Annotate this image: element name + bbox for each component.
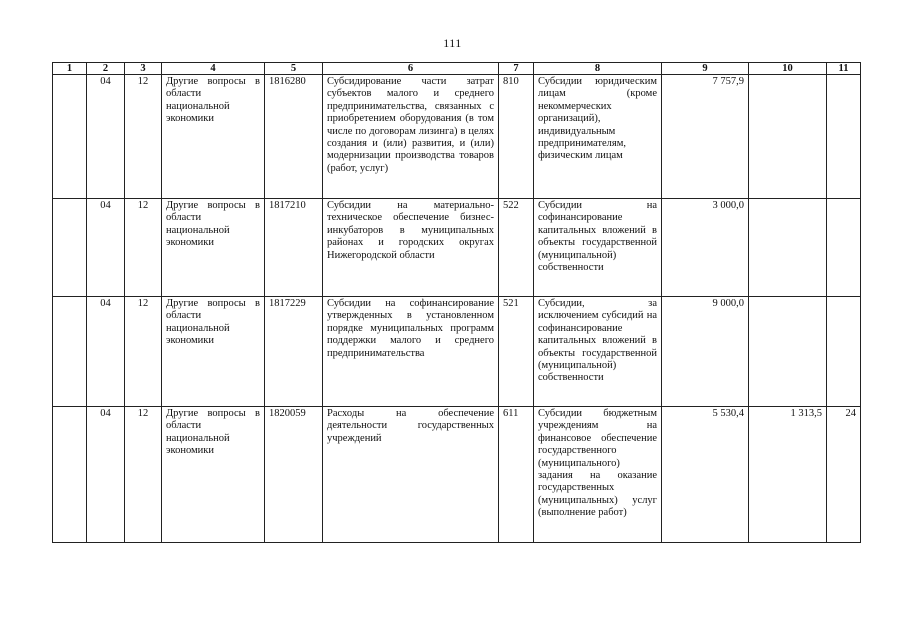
cell-subsection: 12 xyxy=(125,199,162,297)
header-col-11: 11 xyxy=(827,63,861,75)
table-row xyxy=(53,297,861,407)
cell-amount-9: 3 000,0 xyxy=(662,199,749,297)
header-col-4: 4 xyxy=(162,63,265,75)
cell-amount-9: 9 000,0 xyxy=(662,297,749,407)
cell-amount-11 xyxy=(827,75,861,199)
cell-amount-9: 5 530,4 xyxy=(662,407,749,543)
table-row xyxy=(53,199,861,297)
header-col-10: 10 xyxy=(749,63,827,75)
cell-amount-11: 24 xyxy=(827,407,861,543)
cell-expense-code: 521 xyxy=(499,297,534,407)
cell-col-1 xyxy=(53,297,87,407)
cell-section-name: Другие вопросы в области национальной экономики xyxy=(162,199,265,297)
cell-target-name: Субсидии на материально-техническое обеспечение бизнес-инкубаторов в муниципальных районах и городских округах Нижегородской области xyxy=(323,199,499,297)
cell-subsection: 12 xyxy=(125,297,162,407)
page-number: 111 xyxy=(443,36,462,50)
cell-amount-10 xyxy=(749,297,827,407)
cell-amount-9: 7 757,9 xyxy=(662,75,749,199)
cell-section: 04 xyxy=(87,407,125,543)
cell-target-code: 1820059 xyxy=(265,407,323,543)
cell-target-name: Расходы на обеспечение деятельности государственных учреждений xyxy=(323,407,499,543)
header-col-8: 8 xyxy=(534,63,662,75)
header-row xyxy=(53,63,861,75)
header-col-3: 3 xyxy=(125,63,162,75)
cell-target-code: 1816280 xyxy=(265,75,323,199)
cell-subsection: 12 xyxy=(125,407,162,543)
cell-expense-code: 810 xyxy=(499,75,534,199)
cell-amount-10: 1 313,5 xyxy=(749,407,827,543)
cell-expense-name: Субсидии, за исключением субсидий на софинансирование капитальных вложений в объекты государственной (муниципальной) собственности xyxy=(534,297,662,407)
cell-target-code: 1817229 xyxy=(265,297,323,407)
cell-col-1 xyxy=(53,407,87,543)
cell-target-code: 1817210 xyxy=(265,199,323,297)
cell-amount-10 xyxy=(749,199,827,297)
cell-target-name: Субсидии на софинансирование утвержденных в установленном порядке муниципальных программ поддержки малого и среднего предпринимательства xyxy=(323,297,499,407)
cell-section-name: Другие вопросы в области национальной экономики xyxy=(162,297,265,407)
cell-expense-name: Субсидии на софинансирование капитальных вложений в объекты государственной (муниципальной) собственности xyxy=(534,199,662,297)
cell-section: 04 xyxy=(87,297,125,407)
cell-expense-name: Субсидии юридическим лицам (кроме некоммерческих организаций), индивидуальным предпринимателям, физическим лицам xyxy=(534,75,662,199)
cell-section-name: Другие вопросы в области национальной экономики xyxy=(162,407,265,543)
header-col-7: 7 xyxy=(499,63,534,75)
cell-amount-11 xyxy=(827,199,861,297)
table-row xyxy=(53,75,861,199)
budget-table xyxy=(52,62,861,543)
cell-col-1 xyxy=(53,75,87,199)
cell-section: 04 xyxy=(87,75,125,199)
cell-target-name: Субсидирование части затрат субъектов малого и среднего предпринимательства, связанных с приобретением оборудования (в том числе по договорам лизинга) в целях создания и (или) развития, и (или) модернизации производства товаров (работ, услуг) xyxy=(323,75,499,199)
table-row xyxy=(53,407,861,543)
cell-expense-code: 522 xyxy=(499,199,534,297)
cell-amount-11 xyxy=(827,297,861,407)
header-col-6: 6 xyxy=(323,63,499,75)
cell-section-name: Другие вопросы в области национальной экономики xyxy=(162,75,265,199)
header-col-5: 5 xyxy=(265,63,323,75)
cell-expense-code: 611 xyxy=(499,407,534,543)
cell-col-1 xyxy=(53,199,87,297)
header-col-2: 2 xyxy=(87,63,125,75)
header-col-9: 9 xyxy=(662,63,749,75)
header-col-1: 1 xyxy=(53,63,87,75)
cell-section: 04 xyxy=(87,199,125,297)
cell-expense-name: Субсидии бюджетным учреждениям на финансовое обеспечение государственного (муниципального) задания на оказание государственных (муниципальных) услуг (выполнение работ) xyxy=(534,407,662,543)
cell-subsection: 12 xyxy=(125,75,162,199)
cell-amount-10 xyxy=(749,75,827,199)
